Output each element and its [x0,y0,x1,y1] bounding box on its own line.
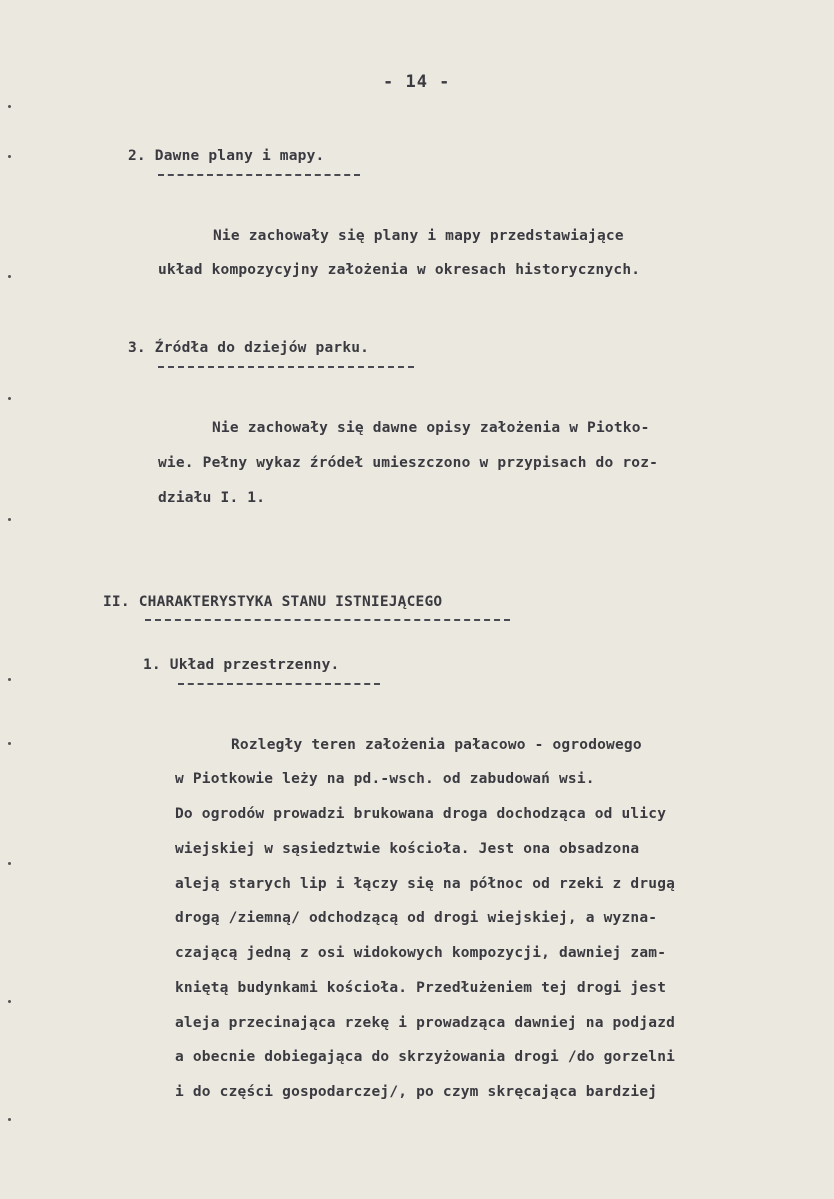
paragraph-line: w Piotkowie leży na pd.-wsch. od zabudowań wsi. [175,771,595,787]
margin-dot [8,1118,11,1121]
margin-dot [8,862,11,865]
paragraph-line: drogą /ziemną/ odchodzącą od drogi wiejskiej, a wyzna- [175,910,658,926]
page-number: - 14 - [383,72,451,92]
paragraph-line: układ kompozycyjny założenia w okresach historycznych. [158,262,641,278]
margin-dot [8,742,11,745]
paragraph-line: wie. Pełny wykaz źródeł umieszczono w przypisach do roz- [158,455,659,471]
margin-dot [8,105,11,108]
margin-dot [8,275,11,278]
margin-dot [8,155,11,158]
paragraph-line: czającą jedną z osi widokowych kompozycji, dawniej zam- [175,945,667,961]
paragraph-line: Rozległy teren założenia pałacowo - ogrodowego [231,737,642,753]
paragraph-line: Do ogrodów prowadzi brukowana droga dochodząca od ulicy [175,806,667,822]
chapter-heading: II. CHARAKTERYSTYKA STANU ISTNIEJĄCEGO [103,594,443,610]
heading-underline [158,174,360,176]
paragraph-line: kniętą budynkami kościoła. Przedłużeniem tej drogi jest [175,980,667,996]
margin-dot [8,1000,11,1003]
heading-underline [178,683,380,685]
paragraph-line: działu I. 1. [158,490,266,506]
paragraph-line: i do części gospodarczej/, po czym skręcająca bardziej [175,1084,658,1100]
paragraph-line: Nie zachowały się dawne opisy założenia w Piotko- [212,420,650,436]
paragraph-line: a obecnie dobiegająca do skrzyżowania drogi /do gorzelni [175,1049,676,1065]
paragraph-line: Nie zachowały się plany i mapy przedstawiające [213,228,624,244]
section-heading: 2. Dawne plany i mapy. [128,148,325,164]
paragraph-line: wiejskiej w sąsiedztwie kościoła. Jest ona obsadzona [175,841,640,857]
paragraph-line: aleją starych lip i łączy się na północ od rzeki z drugą [175,876,676,892]
section-heading: 3. Źródła do dziejów parku. [128,340,370,356]
margin-dot [8,518,11,521]
margin-dot [8,397,11,400]
margin-dot [8,678,11,681]
section-heading: 1. Układ przestrzenny. [143,657,340,673]
heading-underline [145,619,510,621]
heading-underline [158,366,414,368]
paragraph-line: aleja przecinająca rzekę i prowadząca dawniej na podjazd [175,1015,676,1031]
